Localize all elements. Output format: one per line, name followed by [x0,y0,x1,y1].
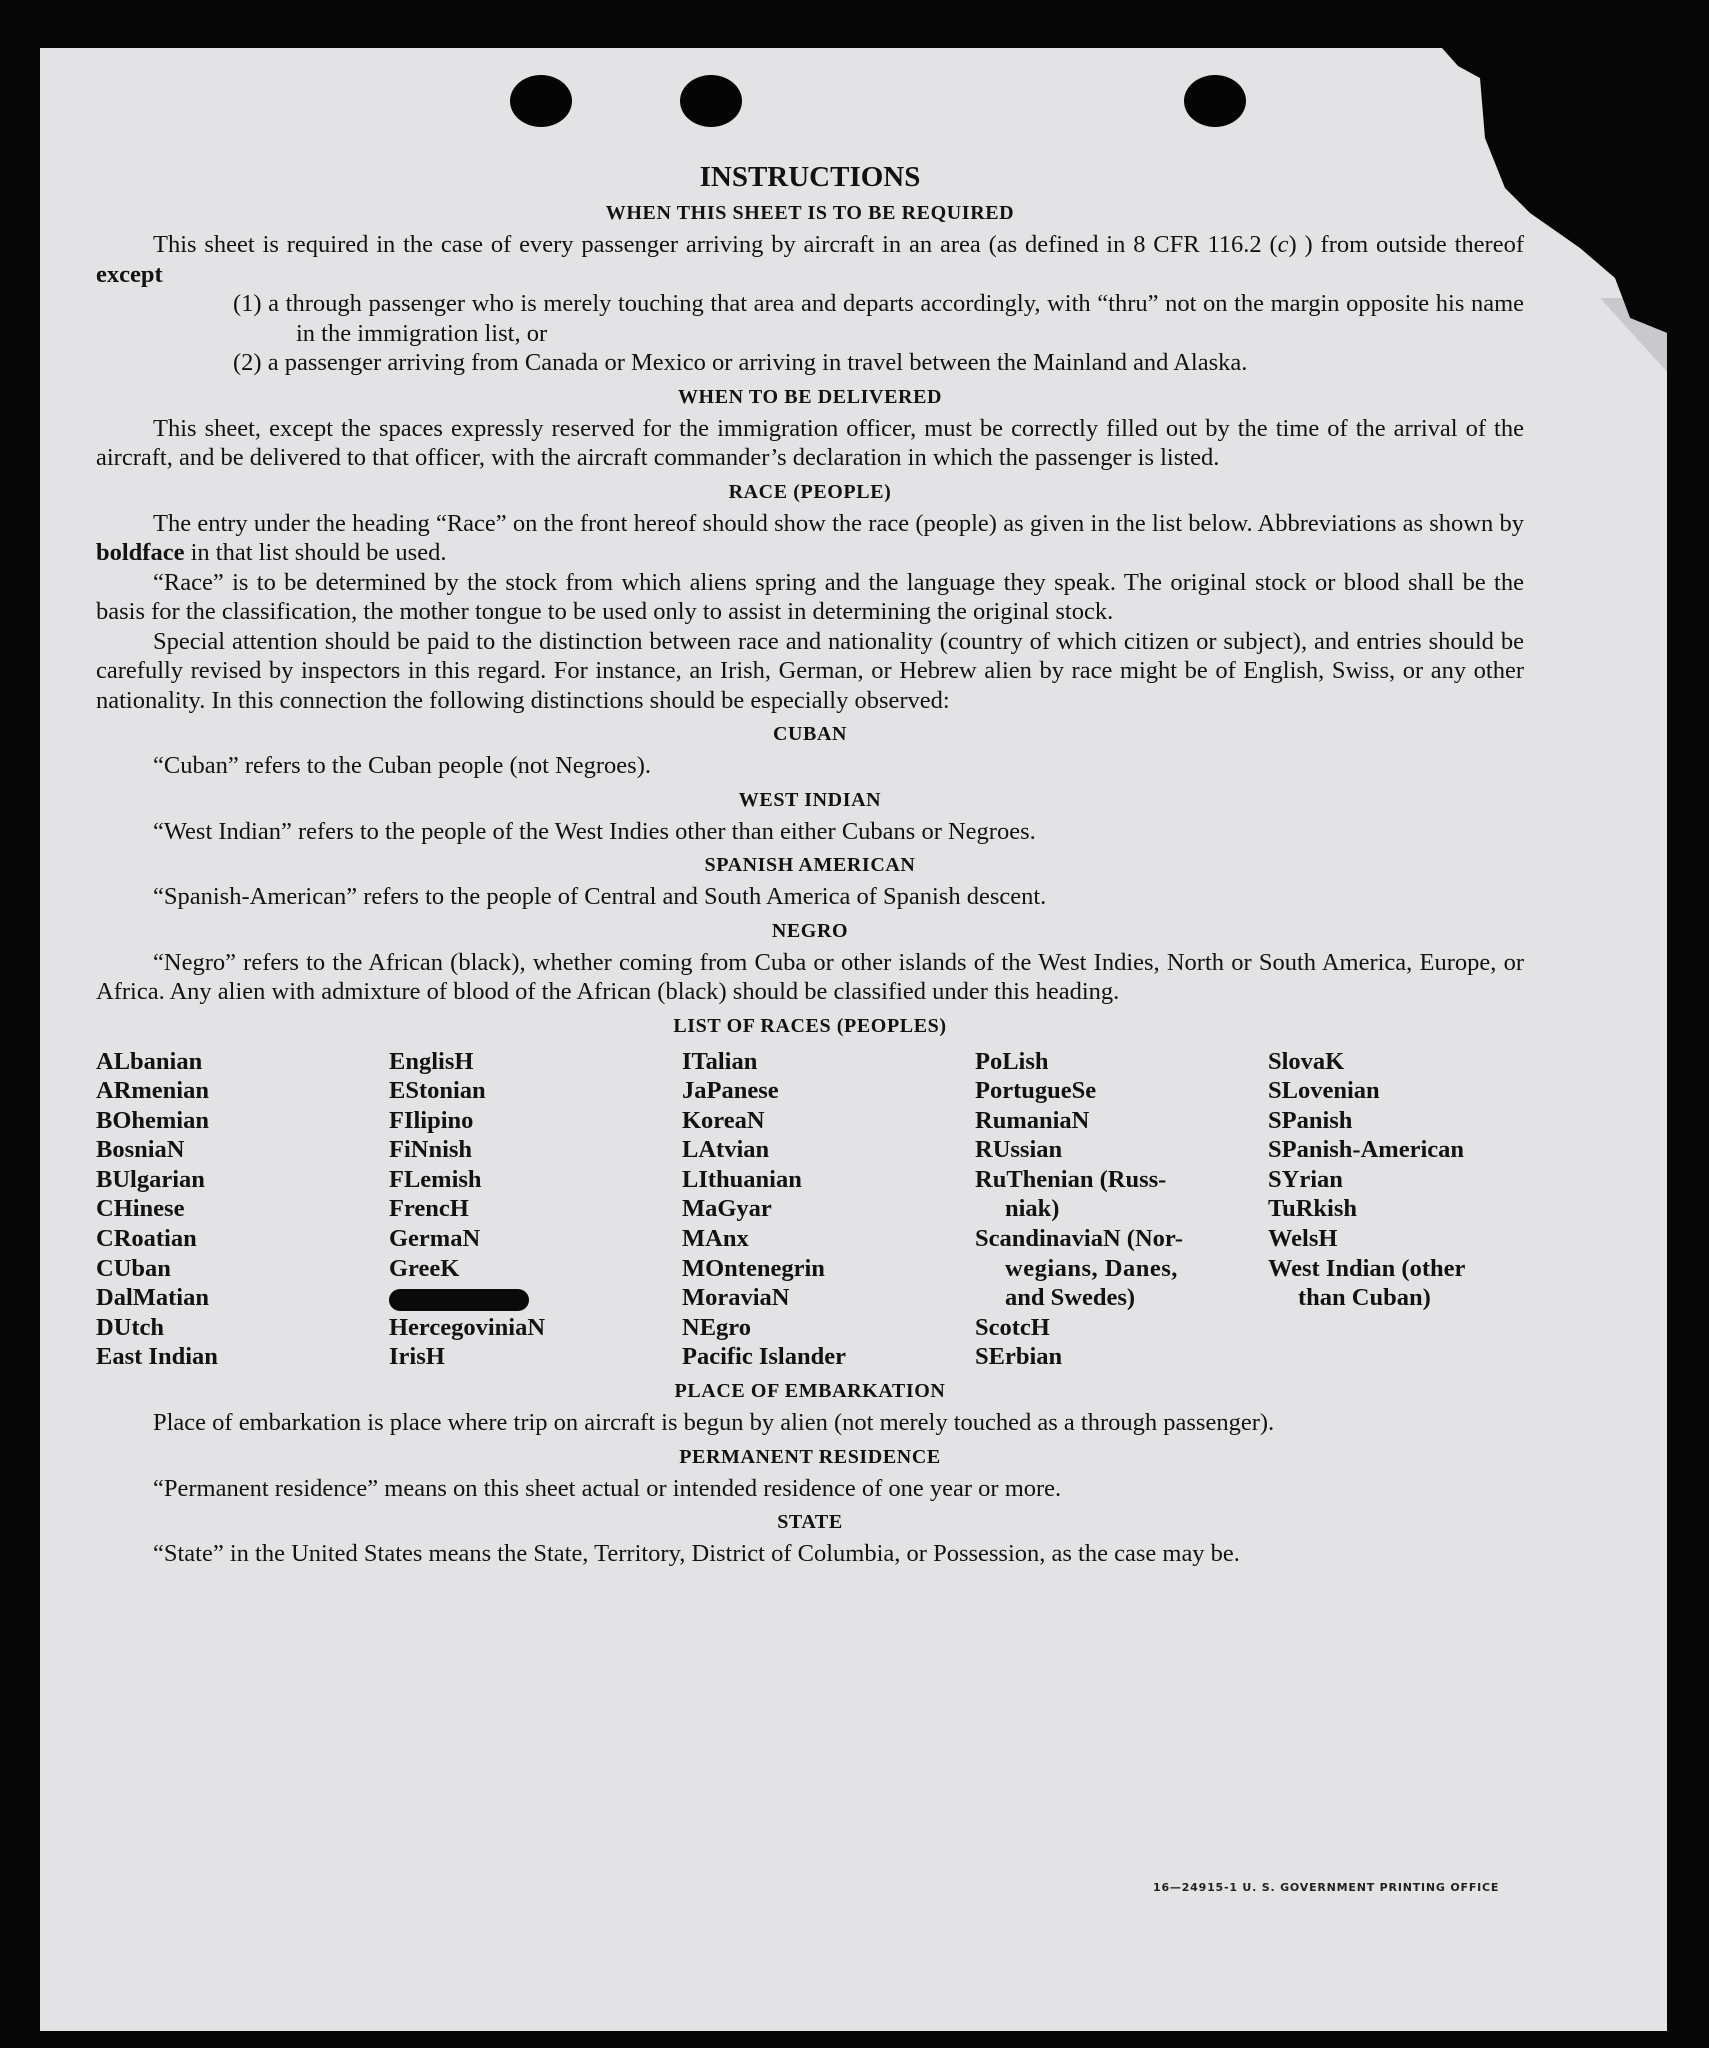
race-item: ARmenian [96,1077,209,1105]
races-column-1 [96,1047,389,1373]
exception-item-1: (1) a through passenger who is merely touching that area and departs accordingly, with “thru” not on the margin opposite his name in the immigration list, or [233,290,1524,347]
section-heading-negro: NEGRO [771,919,849,942]
race-item: SErbian [975,1343,1063,1371]
negro-text: “Negro” refers to the African (black), whether coming from Cuba or other islands of the West Indies, North or South America, Europe, or Africa. Any alien with admixture of blood of the African (black) should be classified under this heading. [96,948,1524,1005]
folded-corner [1600,298,1700,408]
punch-hole [680,75,742,127]
race-item: CHinese [96,1195,185,1223]
cuban-text: “Cuban” refers to the Cuban people (not Negroes). [153,752,651,779]
race-item: IrisH [389,1343,445,1371]
race-item: SlovaK [1268,1047,1345,1075]
section-heading-required: WHEN THIS SHEET IS TO BE REQUIRED [605,202,1015,224]
race-item: CRoatian [96,1225,197,1253]
race-item: RUssian [975,1136,1063,1164]
section-heading-state: STATE [777,1511,843,1534]
punch-hole [510,75,572,127]
race-item: SLovenian [1268,1077,1380,1105]
race-item: PoLish [975,1047,1049,1075]
race-item: BOhemian [96,1106,209,1134]
races-column-4 [975,1047,1268,1373]
section-heading-embarkation: PLACE OF EMBARKATION [674,1380,946,1403]
race-item: GermaN [389,1225,481,1253]
race-item: EStonian [389,1077,486,1105]
printing-office-code: 16—24915-1 U. S. GOVERNMENT PRINTING OFFICE [1153,1881,1500,1894]
race-item: FrencH [389,1195,469,1223]
race-paragraph-2: “Race” is to be determined by the stock from which aliens spring and the language they speak. The original stock or blood shall be the basis for the classification, the mother tongue to be used only to assist in determining the original stock. [96,568,1524,625]
race-item: FIlipino [389,1106,474,1134]
section-heading-residence: PERMANENT RESIDENCE [679,1445,941,1468]
races-list [96,1047,1524,1373]
race-item: SYrian [1268,1165,1343,1193]
west-indian-text: “West Indian” refers to the people of the West Indies other than either Cubans or Negroes. [153,817,1036,845]
race-item: FiNnish [389,1136,473,1164]
race-item: NEgro [682,1313,751,1341]
race-item: DUtch [96,1313,165,1341]
section-heading-cuban: CUBAN [772,723,848,745]
race-item: FLemish [389,1165,482,1193]
race-item: HercegoviniaN [389,1313,546,1341]
embarkation-text: Place of embarkation is place where trip on aircraft is begun by alien (not merely touched as a through passenger). [153,1409,1275,1437]
instructions-content [96,160,1524,1569]
race-item-continued: wegians, Danes, [1005,1254,1178,1282]
race-item: BosniaN [96,1136,185,1164]
races-column-5 [1268,1047,1524,1373]
race-item: MaGyar [682,1195,772,1223]
races-column-2 [389,1047,682,1373]
section-heading-race: RACE (PEOPLE) [728,480,892,503]
race-item: KoreaN [682,1106,765,1134]
delivered-text: This sheet, except the spaces expressly reserved for the immigration officer, must be correctly filled out by the time of the arrival of the aircraft, and be delivered to that officer, with the aircraft commander’s declaration in which the passenger is listed. [96,414,1524,471]
state-text: “State” in the United States means the State, Territory, District of Columbia, or Possession, as the case may be. [153,1540,1240,1568]
race-item: Pacific Islander [682,1343,846,1371]
page-title: INSTRUCTIONS [699,161,921,193]
race-paragraph-1: The entry under the heading “Race” on the front hereof should show the race (people) as given in the list below. Abbreviations as shown by boldface in that list should be used. [96,509,1524,566]
race-item: East Indian [96,1343,218,1371]
race-item: LAtvian [682,1136,770,1164]
race-item: LIthuanian [682,1165,802,1193]
race-item: West Indian (other [1268,1254,1466,1282]
race-item: BUlgarian [96,1165,205,1193]
race-item: GreeK [389,1254,460,1282]
race-item: ITalian [682,1047,758,1075]
race-item: MOntenegrin [682,1254,825,1282]
redaction-mark [389,1283,682,1313]
residence-text: “Permanent residence” means on this sheet actual or intended residence of one year or more. [153,1474,1062,1502]
exception-item-2: (2) a passenger arriving from Canada or Mexico or arriving in travel between the Mainland and Alaska. [233,349,1248,376]
race-item: DalMatian [96,1284,209,1312]
race-item: ScotcH [975,1313,1050,1341]
race-item: PortugueSe [975,1077,1097,1105]
race-item: WelsH [1268,1225,1338,1253]
race-item-continued: than Cuban) [1298,1284,1431,1312]
punch-hole [1184,75,1246,127]
race-item-continued: and Swedes) [1005,1284,1136,1312]
race-item-continued: niak) [1005,1195,1060,1223]
section-heading-west-indian: WEST INDIAN [738,788,882,811]
race-item: RuThenian (Russ- [975,1165,1167,1193]
section-heading-races-list: LIST OF RACES (PEOPLES) [673,1014,947,1037]
race-item: MAnx [682,1225,749,1253]
race-item: CUban [96,1254,171,1282]
race-paragraph-3: Special attention should be paid to the distinction between race and nationality (country of which citizen or subject), and entries should be carefully revised by inspectors in this regard. For instance, an Irish, German, or Hebrew alien by race might be of English, Swiss, or any other nationality. In this connection the following distinctions should be especially observed: [96,627,1524,714]
spanish-american-text: “Spanish-American” refers to the people of Central and South America of Spanish descent. [153,883,1047,910]
race-item: JaPanese [682,1077,779,1105]
race-item: MoraviaN [682,1284,790,1312]
races-column-3 [682,1047,975,1373]
section-heading-delivered: WHEN TO BE DELIVERED [677,385,943,408]
race-item: SPanish-American [1268,1136,1464,1164]
race-item: SPanish [1268,1106,1353,1134]
required-intro: This sheet is required in the case of every passenger arriving by aircraft in an area (as defined in 8 CFR 116.2 (c) ) from outside thereof except [96,231,1524,288]
race-item: TuRkish [1268,1195,1358,1223]
section-heading-spanish-american: SPANISH AMERICAN [704,854,916,876]
race-item: ScandinaviaN (Nor- [975,1225,1184,1253]
race-item: ALbanian [96,1047,203,1075]
race-item: RumaniaN [975,1106,1090,1134]
race-item: EnglisH [389,1047,474,1075]
